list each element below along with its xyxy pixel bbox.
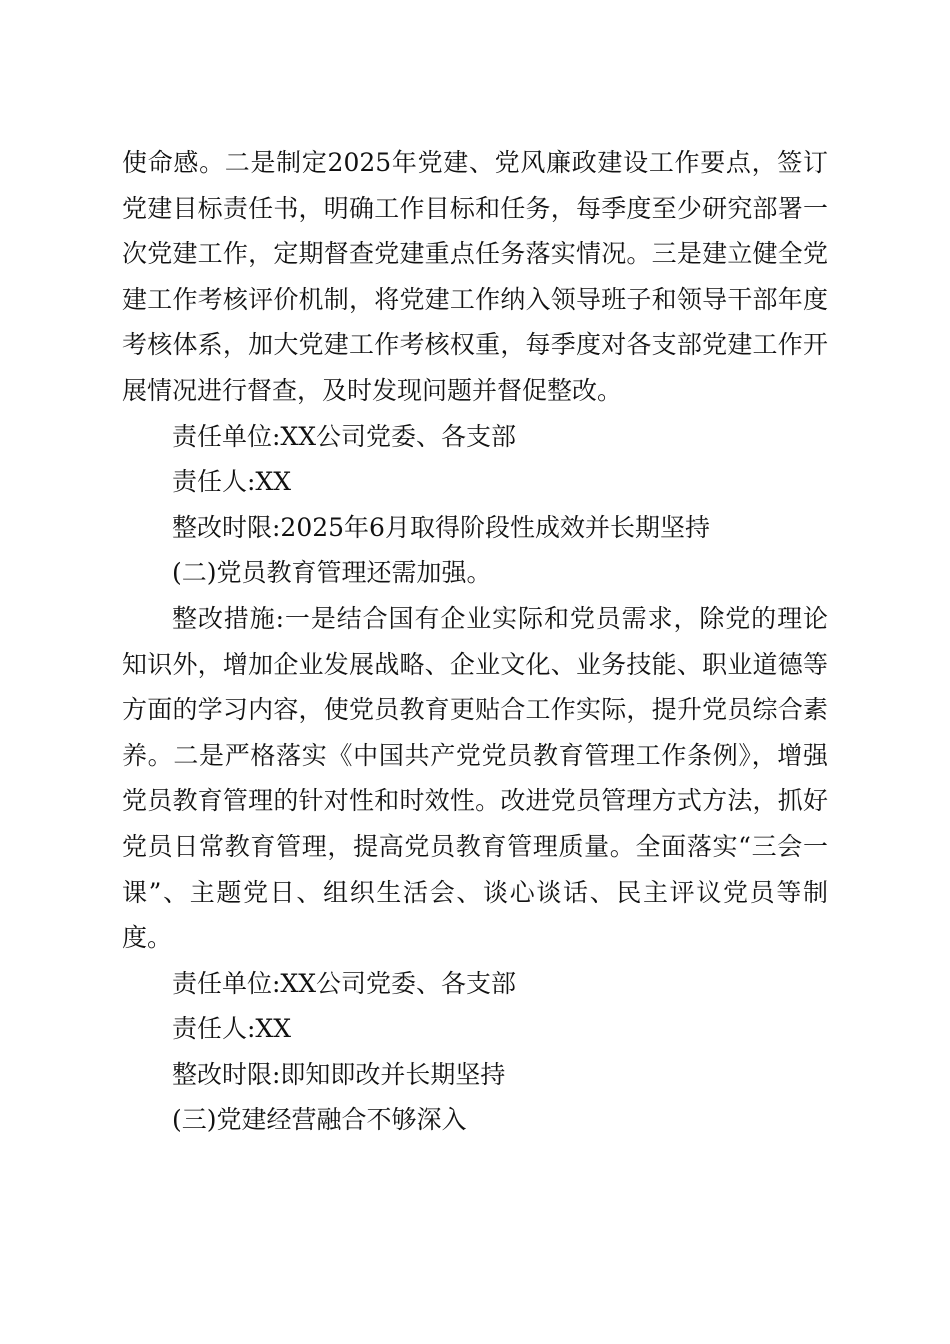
rectification-deadline: 整改时限:2025年6月取得阶段性成效并长期坚持	[172, 512, 710, 542]
body-text-line: 整改措施:一是结合国有企业实际和党员需求，除党的理论	[172, 603, 828, 633]
body-text-line: 展情况进行督查，及时发现问题并督促整改。	[122, 375, 623, 405]
responsible-person: 责任人:XX	[172, 467, 292, 497]
section-heading: (二)党员教育管理还需加强。	[172, 558, 492, 588]
responsible-person: 责任人:XX	[172, 1014, 292, 1044]
section-heading: (三)党建经营融合不够深入	[172, 1105, 467, 1135]
body-text-line: 考核体系，加大党建工作考核权重，每季度对各支部党建工作开	[122, 330, 828, 360]
document-page	[122, 140, 828, 1143]
responsible-unit: 责任单位:XX公司党委、各支部	[172, 968, 517, 998]
body-text-line: 使命感。二是制定2025年党建、党风廉政建设工作要点，签订	[122, 148, 828, 177]
body-text-line: 党员教育管理的针对性和时效性。改进党员管理方式方法，抓好	[122, 786, 828, 816]
body-text-line: 建工作考核评价机制，将党建工作纳入领导班子和领导干部年度	[122, 284, 828, 314]
body-text-line: 次党建工作，定期督查党建重点任务落实情况。三是建立健全党	[122, 239, 828, 269]
body-text-line: 方面的学习内容，使党员教育更贴合工作实际，提升党员综合素	[122, 695, 828, 725]
body-text-line: 课”、主题党日、组织生活会、谈心谈话、民主评议党员等制	[122, 877, 828, 907]
body-text-line: 度。	[122, 923, 173, 953]
body-text-line: 知识外，增加企业发展战略、企业文化、业务技能、职业道德等	[122, 649, 828, 679]
body-text-line: 党建目标责任书，明确工作目标和任务，每季度至少研究部署一	[122, 193, 828, 223]
body-text-line: 党员日常教育管理，提高党员教育管理质量。全面落实“三会一	[122, 831, 828, 861]
body-text-line: 养。二是严格落实《中国共产党党员教育管理工作条例》，增强	[122, 740, 828, 770]
responsible-unit: 责任单位:XX公司党委、各支部	[172, 421, 517, 451]
rectification-deadline: 整改时限:即知即改并长期坚持	[172, 1059, 506, 1089]
